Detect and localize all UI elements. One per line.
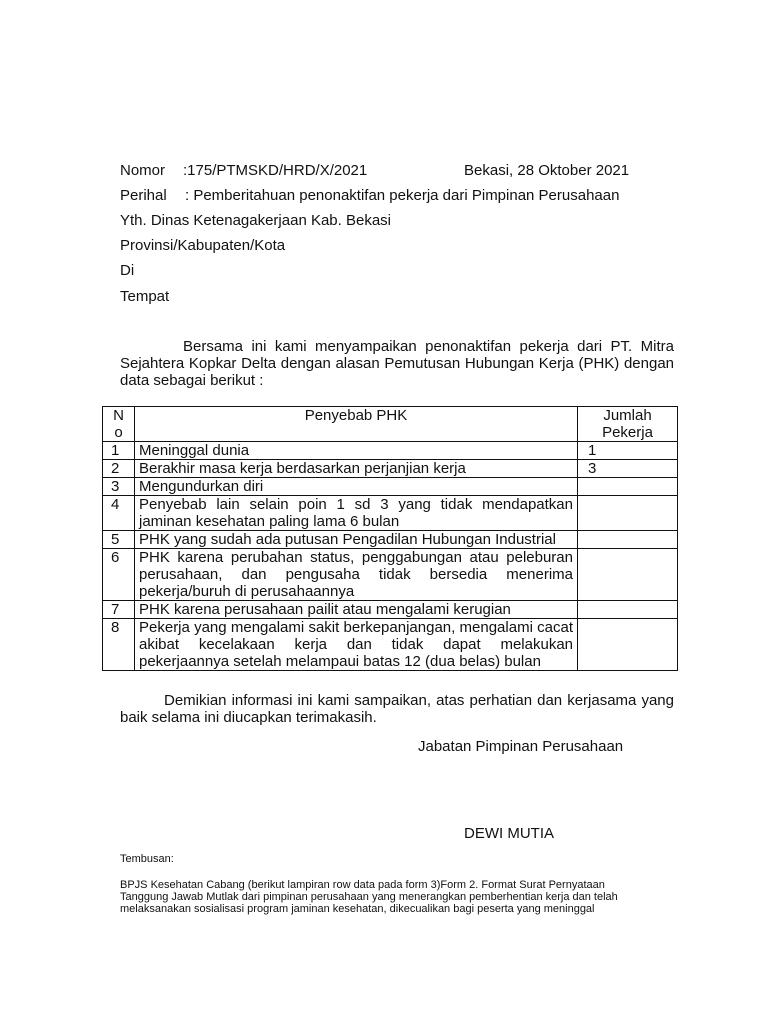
row-cause: Mengundurkan diri [135,478,578,496]
row-no: 4 [103,496,135,531]
row-no: 7 [103,601,135,619]
row-no: 3 [103,478,135,496]
recipient-line-4: Tempat [120,288,170,305]
table-row [103,531,678,549]
row-count [578,496,678,531]
place-date: Bekasi, 28 Oktober 2021 [464,162,630,179]
row-no: 1 [103,442,135,460]
row-count [578,531,678,549]
closing-paragraph-text: Demikian informasi ini kami sampaikan, atas perhatian dan kerjasama yang baik selama ini diucapkan terimakasih. [120,692,674,726]
recipient-line-2: Provinsi/Kabupaten/Kota [120,237,286,254]
row-count [578,619,678,671]
row-cause: Pekerja yang mengalami sakit berkepanjangan, mengalami cacat akibat kecelakaan kerja dan tidak dapat melakukan pekerjaannya setelah melampaui batas 12 (dua belas) bulan [135,619,578,671]
tembusan-label: Tembusan: [120,853,174,865]
closing-paragraph [120,692,674,726]
intro-paragraph-text: Bersama ini kami menyampaikan penonaktifan pekerja dari PT. Mitra Sejahtera Kopkar Delta dengan alasan Pemutusan Hubungan Kerja (PHK) dengan data sebagai berikut : [120,338,674,389]
row-no: 8 [103,619,135,671]
table-row [103,619,678,671]
table-row [103,601,678,619]
row-cause: PHK karena perubahan status, penggabungan atau peleburan perusahaan, dan pengusaha tidak bersedia menerima pekerja/buruh di perusahaannya [135,549,578,601]
row-no: 5 [103,531,135,549]
header-count: Jumlah Pekerja [578,407,678,442]
row-cause: Meninggal dunia [135,442,578,460]
perihal-label: Perihal [120,187,167,204]
row-count: 1 [578,442,678,460]
recipient-line-3: Di [120,262,135,279]
row-cause: PHK karena perusahaan pailit atau mengalami kerugian [135,601,578,619]
table-row [103,460,678,478]
row-count [578,601,678,619]
nomor-value: :175/PTMSKD/HRD/X/2021 [183,162,368,179]
row-count: 3 [578,460,678,478]
row-count [578,549,678,601]
perihal-value: : Pemberitahuan penonaktifan pekerja dari Pimpinan Perusahaan [185,187,620,204]
table-row [103,442,678,460]
signature-name: DEWI MUTIA [464,825,554,842]
header-no: N o [103,407,135,442]
row-no: 6 [103,549,135,601]
nomor-label: Nomor [120,162,166,179]
phk-table [102,406,678,671]
recipient-line-1: Yth. Dinas Ketenagakerjaan Kab. Bekasi [120,212,392,229]
row-cause: Penyebab lain selain poin 1 sd 3 yang tidak mendapatkan jaminan kesehatan paling lama 6 bulan [135,496,578,531]
signature-position: Jabatan Pimpinan Perusahaan [418,738,624,755]
table-row [103,496,678,531]
row-cause: Berakhir masa kerja berdasarkan perjanjian kerja [135,460,578,478]
intro-paragraph [120,338,674,389]
header-cause: Penyebab PHK [135,407,578,442]
table-row [103,478,678,496]
row-no: 2 [103,460,135,478]
table-header-row [103,407,678,442]
tembusan-text: BPJS Kesehatan Cabang (berikut lampiran row data pada form 3)Form 2. Format Surat Pernyataan Tanggung Jawab Mutlak dari pimpinan perusahaan yang menerangkan pemberhentian kerja dan telah melaksanakan sosialisasi program jaminan kesehatan, dikecualikan bagi peserta yang meninggal [120,879,618,915]
table-row [103,549,678,601]
row-cause: PHK yang sudah ada putusan Pengadilan Hubungan Industrial [135,531,578,549]
row-count [578,478,678,496]
